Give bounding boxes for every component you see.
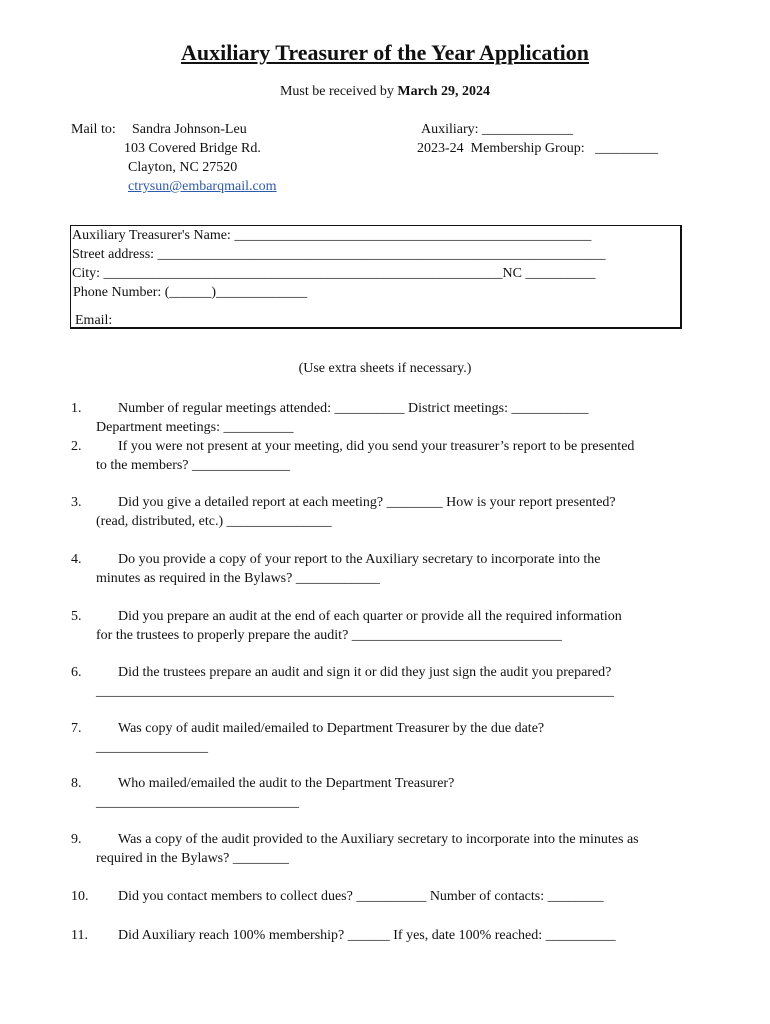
question-text-continued[interactable]: Department meetings: __________ — [96, 420, 294, 435]
membership-group-field[interactable]: 2023-24 Membership Group: _________ — [417, 141, 659, 156]
deadline-prefix: Must be received by — [279, 84, 398, 99]
deadline-date: March 29, 2024 — [397, 84, 491, 99]
question-text[interactable]: Did you contact members to collect dues? __________ Number of contacts: ________ — [118, 889, 604, 904]
question-text-continued[interactable]: minutes as required in the Bylaws? ____________ — [96, 571, 380, 586]
question-number: 7. — [71, 721, 82, 736]
mail-to-name: Sandra Johnson-Leu — [132, 122, 247, 137]
question-text-continued[interactable]: required in the Bylaws? ________ — [96, 851, 289, 866]
mail-to-street: 103 Covered Bridge Rd. — [124, 141, 261, 156]
question-number: 5. — [71, 609, 82, 624]
question-text[interactable]: If you were not present at your meeting, did you send your treasurer’s report to be presented — [118, 439, 635, 454]
question-number: 1. — [71, 401, 82, 416]
question-number: 4. — [71, 552, 82, 567]
phone-number-field[interactable]: Phone Number: (______)_____________ — [73, 285, 308, 300]
question-number: 8. — [71, 776, 82, 791]
question-number: 6. — [71, 665, 82, 680]
question-text-continued[interactable]: for the trustees to properly prepare the audit? ______________________________ — [96, 628, 562, 643]
question-text-continued[interactable]: __________________________________________________________________________ — [96, 684, 614, 699]
question-text[interactable]: Was a copy of the audit provided to the Auxiliary secretary to incorporate into the minutes as — [118, 832, 639, 847]
question-text-continued[interactable]: ________________ — [96, 740, 208, 755]
treasurer-name-field[interactable]: Auxiliary Treasurer's Name: ___________________________________________________ — [72, 228, 592, 243]
question-number: 3. — [71, 495, 82, 510]
email-field[interactable]: Email: — [75, 313, 113, 328]
question-text[interactable]: Did Auxiliary reach 100% membership? ______ If yes, date 100% reached: __________ — [118, 928, 616, 943]
question-text[interactable]: Number of regular meetings attended: __________ District meetings: ___________ — [118, 401, 589, 416]
question-text[interactable]: Who mailed/emailed the audit to the Department Treasurer? — [118, 776, 455, 791]
mail-to-city: Clayton, NC 27520 — [128, 160, 238, 175]
question-number: 2. — [71, 439, 82, 454]
extra-sheets-note: (Use extra sheets if necessary.) — [298, 361, 472, 376]
street-address-field[interactable]: Street address: ________________________________________________________________ — [72, 247, 606, 262]
question-text[interactable]: Was copy of audit mailed/emailed to Department Treasurer by the due date? — [118, 721, 545, 736]
question-number: 10. — [71, 889, 89, 904]
question-text[interactable]: Did the trustees prepare an audit and sign it or did they just sign the audit you prepared? — [118, 665, 612, 680]
question-text[interactable]: Did you give a detailed report at each meeting? ________ How is your report presented? — [118, 495, 616, 510]
question-text-continued[interactable]: (read, distributed, etc.) _______________ — [96, 514, 332, 529]
deadline-text — [0, 84, 770, 100]
question-text-continued[interactable]: to the members? ______________ — [96, 458, 291, 473]
question-text[interactable]: Did you prepare an audit at the end of each quarter or provide all the required information — [118, 609, 622, 624]
auxiliary-field[interactable]: Auxiliary: _____________ — [421, 122, 574, 137]
mail-to-label: Mail to: — [71, 122, 116, 137]
page-title: Auxiliary Treasurer of the Year Application — [180, 40, 590, 65]
mail-to-email-link[interactable]: ctrysun@embarqmail.com — [128, 179, 277, 194]
question-number: 9. — [71, 832, 82, 847]
city-field[interactable]: City: _________________________________________________________NC __________ — [72, 266, 596, 281]
question-text[interactable]: Do you provide a copy of your report to the Auxiliary secretary to incorporate into the — [118, 552, 601, 567]
question-text-continued[interactable]: _____________________________ — [96, 795, 299, 810]
question-number: 11. — [71, 928, 88, 943]
